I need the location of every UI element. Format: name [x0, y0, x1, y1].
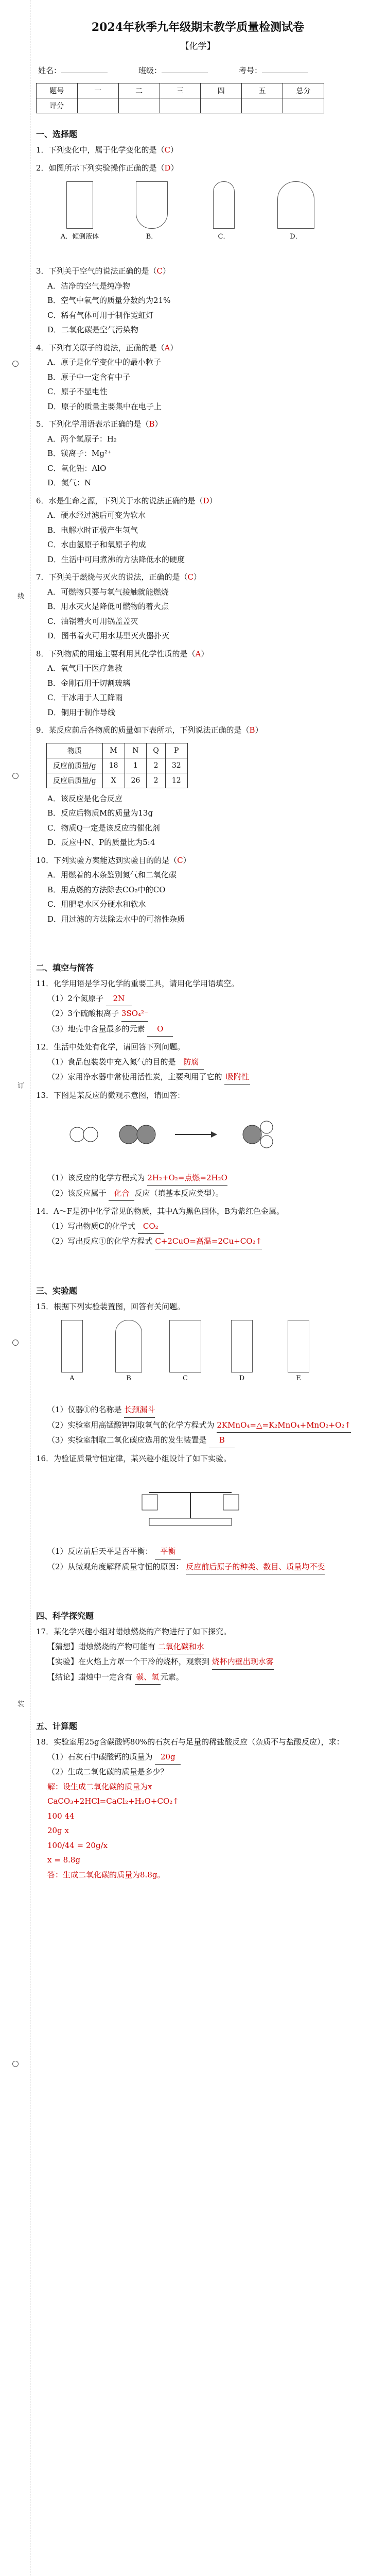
option: C．物质Q一定是该反应的催化剂: [47, 823, 160, 833]
question-2: 2．如图所示下列实验操作正确的是（D）: [36, 163, 179, 173]
answer-blank[interactable]: 二氧化碳和水: [158, 1639, 204, 1655]
option: A．用燃着的木条鉴别氮气和二氧化碳: [47, 870, 177, 879]
answer: C: [187, 572, 194, 582]
apparatus-c: C: [160, 1320, 211, 1382]
option: A．硬水经过滤后可变为软水: [47, 511, 146, 520]
binding-hole: [12, 773, 19, 779]
score-cell: 五: [242, 83, 283, 98]
section-heading: 五、计算题: [36, 1721, 78, 1731]
option: A．原子是化学变化中的最小粒子: [47, 358, 161, 367]
score-cell[interactable]: [201, 98, 242, 113]
answer-blank[interactable]: 烧杯内壁出现水雾: [212, 1654, 274, 1670]
apparatus-b: B: [103, 1320, 154, 1382]
solution-line: 100 44: [47, 1811, 75, 1821]
question-3: 3．下列关于空气的说法正确的是（C）: [36, 266, 171, 276]
option: A．洁净的空气是纯净物: [47, 281, 130, 291]
sub-question: （1）石灰石中碳酸钙的质量为 20g: [36, 1750, 360, 1765]
sub-question: （2）实验室用高锰酸钾制取氧气的化学方程式为 2KMnO₄=△=K₂MnO₄+MnO₂+O₂↑: [36, 1418, 360, 1433]
solution-line: CaCO₃+2HCl=CaCl₂+H₂O+CO₂↑: [47, 1797, 179, 1806]
answer-blank[interactable]: 2KMnO₄=△=K₂MnO₄+MnO₂+O₂↑: [217, 1418, 351, 1433]
answer-blank[interactable]: 2N: [106, 991, 132, 1007]
balance-figure: [46, 1472, 334, 1539]
molecule-figure: [46, 1109, 334, 1165]
option: A．氧气用于医疗急救: [47, 664, 122, 673]
option: A．可燃物只要与氧气接触就能燃烧: [47, 587, 169, 597]
option: C．用肥皂水区分硬水和软水: [47, 900, 146, 909]
binding-margin: [0, 0, 30, 2576]
option: A．两个氢原子：H₂: [47, 434, 117, 444]
score-cell[interactable]: [77, 98, 118, 113]
option: C．水由氢原子和氧原子构成: [47, 540, 146, 549]
sub-question: （2）从微观角度解释质量守恒的原因： 反应前后原子的种类、数目、质量均不变: [36, 1560, 360, 1575]
answer: B: [249, 725, 255, 735]
option: B．镁离子：Mg²⁺: [47, 449, 112, 458]
score-cell: 四: [201, 83, 242, 98]
section-heading: 二、填空与简答: [36, 963, 94, 973]
binding-hole: [12, 2061, 19, 2067]
flask-icon: [115, 1320, 142, 1372]
bottle-icon: [288, 1320, 309, 1372]
option: D．图书着火可用水基型灭火器扑灭: [47, 631, 170, 640]
answer: C: [156, 266, 163, 276]
class-field[interactable]: 班级：: [138, 65, 208, 76]
answer: D: [203, 496, 209, 505]
option: C．干冰用于人工降雨: [47, 693, 123, 702]
sub-question: （1）食品包装袋中充入氮气的目的是 防腐: [36, 1055, 360, 1070]
option: A．该反应是化合反应: [47, 793, 122, 803]
figure-option-d: D．: [262, 181, 329, 241]
section-heading: 一、选择题: [36, 129, 78, 139]
flask-icon: [61, 1320, 83, 1372]
apparatus-e: E: [273, 1320, 324, 1382]
lamp-icon: [213, 181, 235, 229]
balance-diagram: [46, 1472, 334, 1534]
sub-question: （2）写出反应①的化学方程式 C+2CuO=高温=2Cu+CO₂↑: [36, 1234, 360, 1249]
option: D．反应中N、P的质量比为5:4: [47, 838, 155, 847]
option: B．反应后物质M的质量为13g: [47, 808, 153, 818]
option: B．空气中氧气的质量分数约为21%: [47, 296, 171, 305]
option: D．用过滤的方法除去水中的可溶性杂质: [47, 914, 185, 924]
sub-question: （2）家用净水器中常使用活性炭，主要利用了它的 吸附性: [36, 1070, 360, 1085]
apparatus-d: D: [216, 1320, 268, 1382]
section-heading: 四、科学探究题: [36, 1611, 94, 1621]
molecule-diagram: [46, 1109, 334, 1160]
option: B．电解水时正极产生氢气: [47, 525, 138, 535]
sub-question: （3）地壳中含量最多的元素 O: [36, 1022, 360, 1037]
answer-blank[interactable]: B: [209, 1433, 235, 1448]
answer-blank[interactable]: CO₂: [138, 1219, 164, 1234]
score-cell: 题号: [37, 83, 78, 98]
option: C．稀有气体可用于制作霓虹灯: [47, 310, 154, 320]
funnel-icon: [277, 181, 314, 229]
apparatus-a: A: [46, 1320, 98, 1382]
answer: B: [149, 419, 155, 429]
sub-question: （2）3个硫酸根离子 3SO₄²⁻: [36, 1006, 360, 1022]
answer-blank[interactable]: 化合: [109, 1186, 134, 1201]
option: B．金刚石用于切割玻璃: [47, 678, 131, 688]
answer-blank[interactable]: C+2CuO=高温=2Cu+CO₂↑: [155, 1234, 262, 1249]
binding-label-bind: 装: [16, 1700, 24, 1708]
option: D．原子的质量主要集中在电子上: [47, 401, 162, 411]
question-15: 15．根据下列实验装置图，回答有关问题。: [36, 1301, 185, 1311]
question-11: 11．化学用语是学习化学的重要工具，请用化学用语填空。: [36, 979, 239, 988]
name-field[interactable]: 姓名：: [38, 65, 108, 76]
option: D．二氧化碳是空气污染物: [47, 325, 139, 334]
question-6: 6．水是生命之源，下列关于水的说法正确的是（D）: [36, 496, 217, 505]
sub-question: （2）生成二氧化碳的质量是多少？: [47, 1767, 168, 1776]
answer: A: [195, 649, 201, 658]
number-field[interactable]: 考号：: [239, 65, 308, 76]
question-7: 7．下列关于燃烧与灭火的说法，正确的是（C）: [36, 572, 202, 582]
exam-page: [36, 0, 360, 1882]
answer-blank[interactable]: 平衡: [155, 1544, 181, 1560]
sub-question: （1）仪器①的名称是 长颈漏斗: [36, 1402, 360, 1418]
sub-question: （1）写出物质C的化学式 CO₂: [36, 1219, 360, 1234]
figure-option-b: B．: [118, 181, 185, 241]
section-heading: 三、实验题: [36, 1285, 78, 1296]
binding-hole: [12, 1340, 19, 1346]
figure-option-c: C．: [190, 181, 257, 241]
question-8: 8．下列物质的用途主要利用其化学性质的是（A）: [36, 649, 209, 658]
answer-blank[interactable]: 长颈漏斗: [124, 1402, 155, 1418]
exam-title: 2024年秋季九年级期末教学质量检测试卷: [91, 21, 305, 34]
score-cell: 一: [77, 83, 118, 98]
student-info: [36, 65, 360, 76]
question-14: 14．A～F是初中化学常见的物质，其中A为黑色固体，B为紫红色金属。: [36, 1207, 285, 1216]
test-tube-icon: [66, 181, 93, 229]
score-cell: 总分: [283, 83, 324, 98]
option: B．用水灭火是降低可燃物的着火点: [47, 602, 169, 611]
question-9: 9．某反应前后各物质的质量如下表所示，下列说法正确的是（B）: [36, 725, 263, 735]
sub-question: 【结论】蜡烛中一定含有 碳、氢 元素。: [36, 1670, 360, 1685]
score-cell[interactable]: [118, 98, 160, 113]
sub-question: （3）实验室制取二氧化碳应选用的发生装置是 B: [36, 1433, 360, 1448]
option: D．铜用于制作导线: [47, 707, 116, 717]
option: C．氧化铝：AlO: [47, 463, 107, 473]
binding-hole: [12, 361, 19, 367]
score-table: [36, 83, 324, 113]
apparatus-figure: [46, 1320, 334, 1397]
trough-icon: [169, 1320, 201, 1372]
question-16: 16．为验证质量守恒定律，某兴趣小组设计了如下实验。: [36, 1453, 232, 1463]
question-13: 13．下图是某反应的微观示意图，请回答：: [36, 1090, 185, 1100]
score-cell[interactable]: [283, 98, 324, 113]
solution-line: 100/44 = 20g/x: [47, 1840, 108, 1850]
beaker-icon: [136, 181, 168, 229]
reaction-table: 物质 M N Q P 反应前质量/g 18 1 2 32 反应后质量/g X 26 2 12: [46, 743, 188, 788]
option: B．用点燃的方法除去CO₂中的CO: [47, 885, 166, 894]
binding-label-line: 线: [16, 592, 24, 600]
sub-question: （1）该反应的化学方程式为 2H₂+O₂=点燃=2H₂O: [36, 1171, 360, 1186]
exam-subject: 【化学】: [180, 41, 216, 52]
sub-question: 【实验】在火焰上方罩一个干冷的烧杯，观察到 烧杯内壁出现水雾: [36, 1654, 360, 1670]
binding-label-order: 订: [16, 1082, 24, 1090]
solution-line: x = 8.8g: [47, 1855, 81, 1865]
answer: C: [164, 145, 171, 155]
question-12: 12．生活中处处有化学，请回答下列问题。: [36, 1042, 185, 1052]
answer-blank[interactable]: 防腐: [178, 1055, 204, 1070]
answer: C: [177, 855, 183, 865]
question-4: 4．下列有关原子的说法，正确的是（A）: [36, 343, 178, 352]
solution-line: 20g x: [47, 1826, 69, 1835]
option: B．原子中一定含有中子: [47, 372, 131, 382]
answer-blank[interactable]: 碳、氢: [135, 1670, 161, 1685]
answer-blank[interactable]: 2H₂+O₂=点燃=2H₂O: [147, 1171, 227, 1186]
answer-blank[interactable]: 3SO₄²⁻: [121, 1006, 148, 1022]
option: D．氮气：N: [47, 478, 92, 487]
score-cell[interactable]: [160, 98, 201, 113]
figure-option-a: A．倾倒液体: [46, 181, 113, 241]
solution-line: 答：生成二氧化碳的质量为8.8g。: [47, 1870, 165, 1879]
sub-question: （1）2个氮原子 2N: [36, 991, 360, 1007]
lab-figure: [46, 181, 334, 259]
sub-question: 【猜想】蜡烛燃烧的产物可能有 二氧化碳和水: [36, 1639, 360, 1655]
question-1: 1．下列变化中，属于化学变化的是（C）: [36, 145, 179, 155]
answer: D: [164, 163, 171, 173]
score-cell: 三: [160, 83, 201, 98]
question-10: 10．下列实验方案能达到实验目的的是（C）: [36, 855, 191, 865]
sub-question: （2）该反应属于 化合 反应（填基本反应类型）。: [36, 1186, 360, 1201]
answer-blank[interactable]: 20g: [155, 1750, 181, 1765]
bottle-icon: [231, 1320, 253, 1372]
answer: A: [164, 343, 170, 352]
option: D．生活中可用煮沸的方法降低水的硬度: [47, 554, 185, 564]
answer-blank[interactable]: O: [147, 1022, 173, 1037]
question-17: 17．某化学兴趣小组对蜡烛燃烧的产物进行了如下探究。: [36, 1627, 232, 1636]
sub-question: （1）反应前后天平是否平衡： 平衡: [36, 1544, 360, 1560]
option: C．原子不显电性: [47, 387, 108, 396]
question-5: 5．下列化学用语表示正确的是（B）: [36, 419, 163, 429]
question-18: 18．实验室用25g含碳酸钙80%的石灰石与足量的稀盐酸反应（杂质不与盐酸反应），求：: [36, 1737, 344, 1747]
solution-line: 解：设生成二氧化碳的质量为x: [47, 1782, 152, 1791]
answer-blank[interactable]: 反应前后原子的种类、数目、质量均不变: [186, 1560, 325, 1575]
score-cell: 二: [118, 83, 160, 98]
answer-blank[interactable]: 吸附性: [224, 1070, 250, 1085]
option: C．油锅着火可用锅盖盖灭: [47, 616, 138, 626]
score-cell[interactable]: [242, 98, 283, 113]
score-cell: 评分: [37, 98, 78, 113]
